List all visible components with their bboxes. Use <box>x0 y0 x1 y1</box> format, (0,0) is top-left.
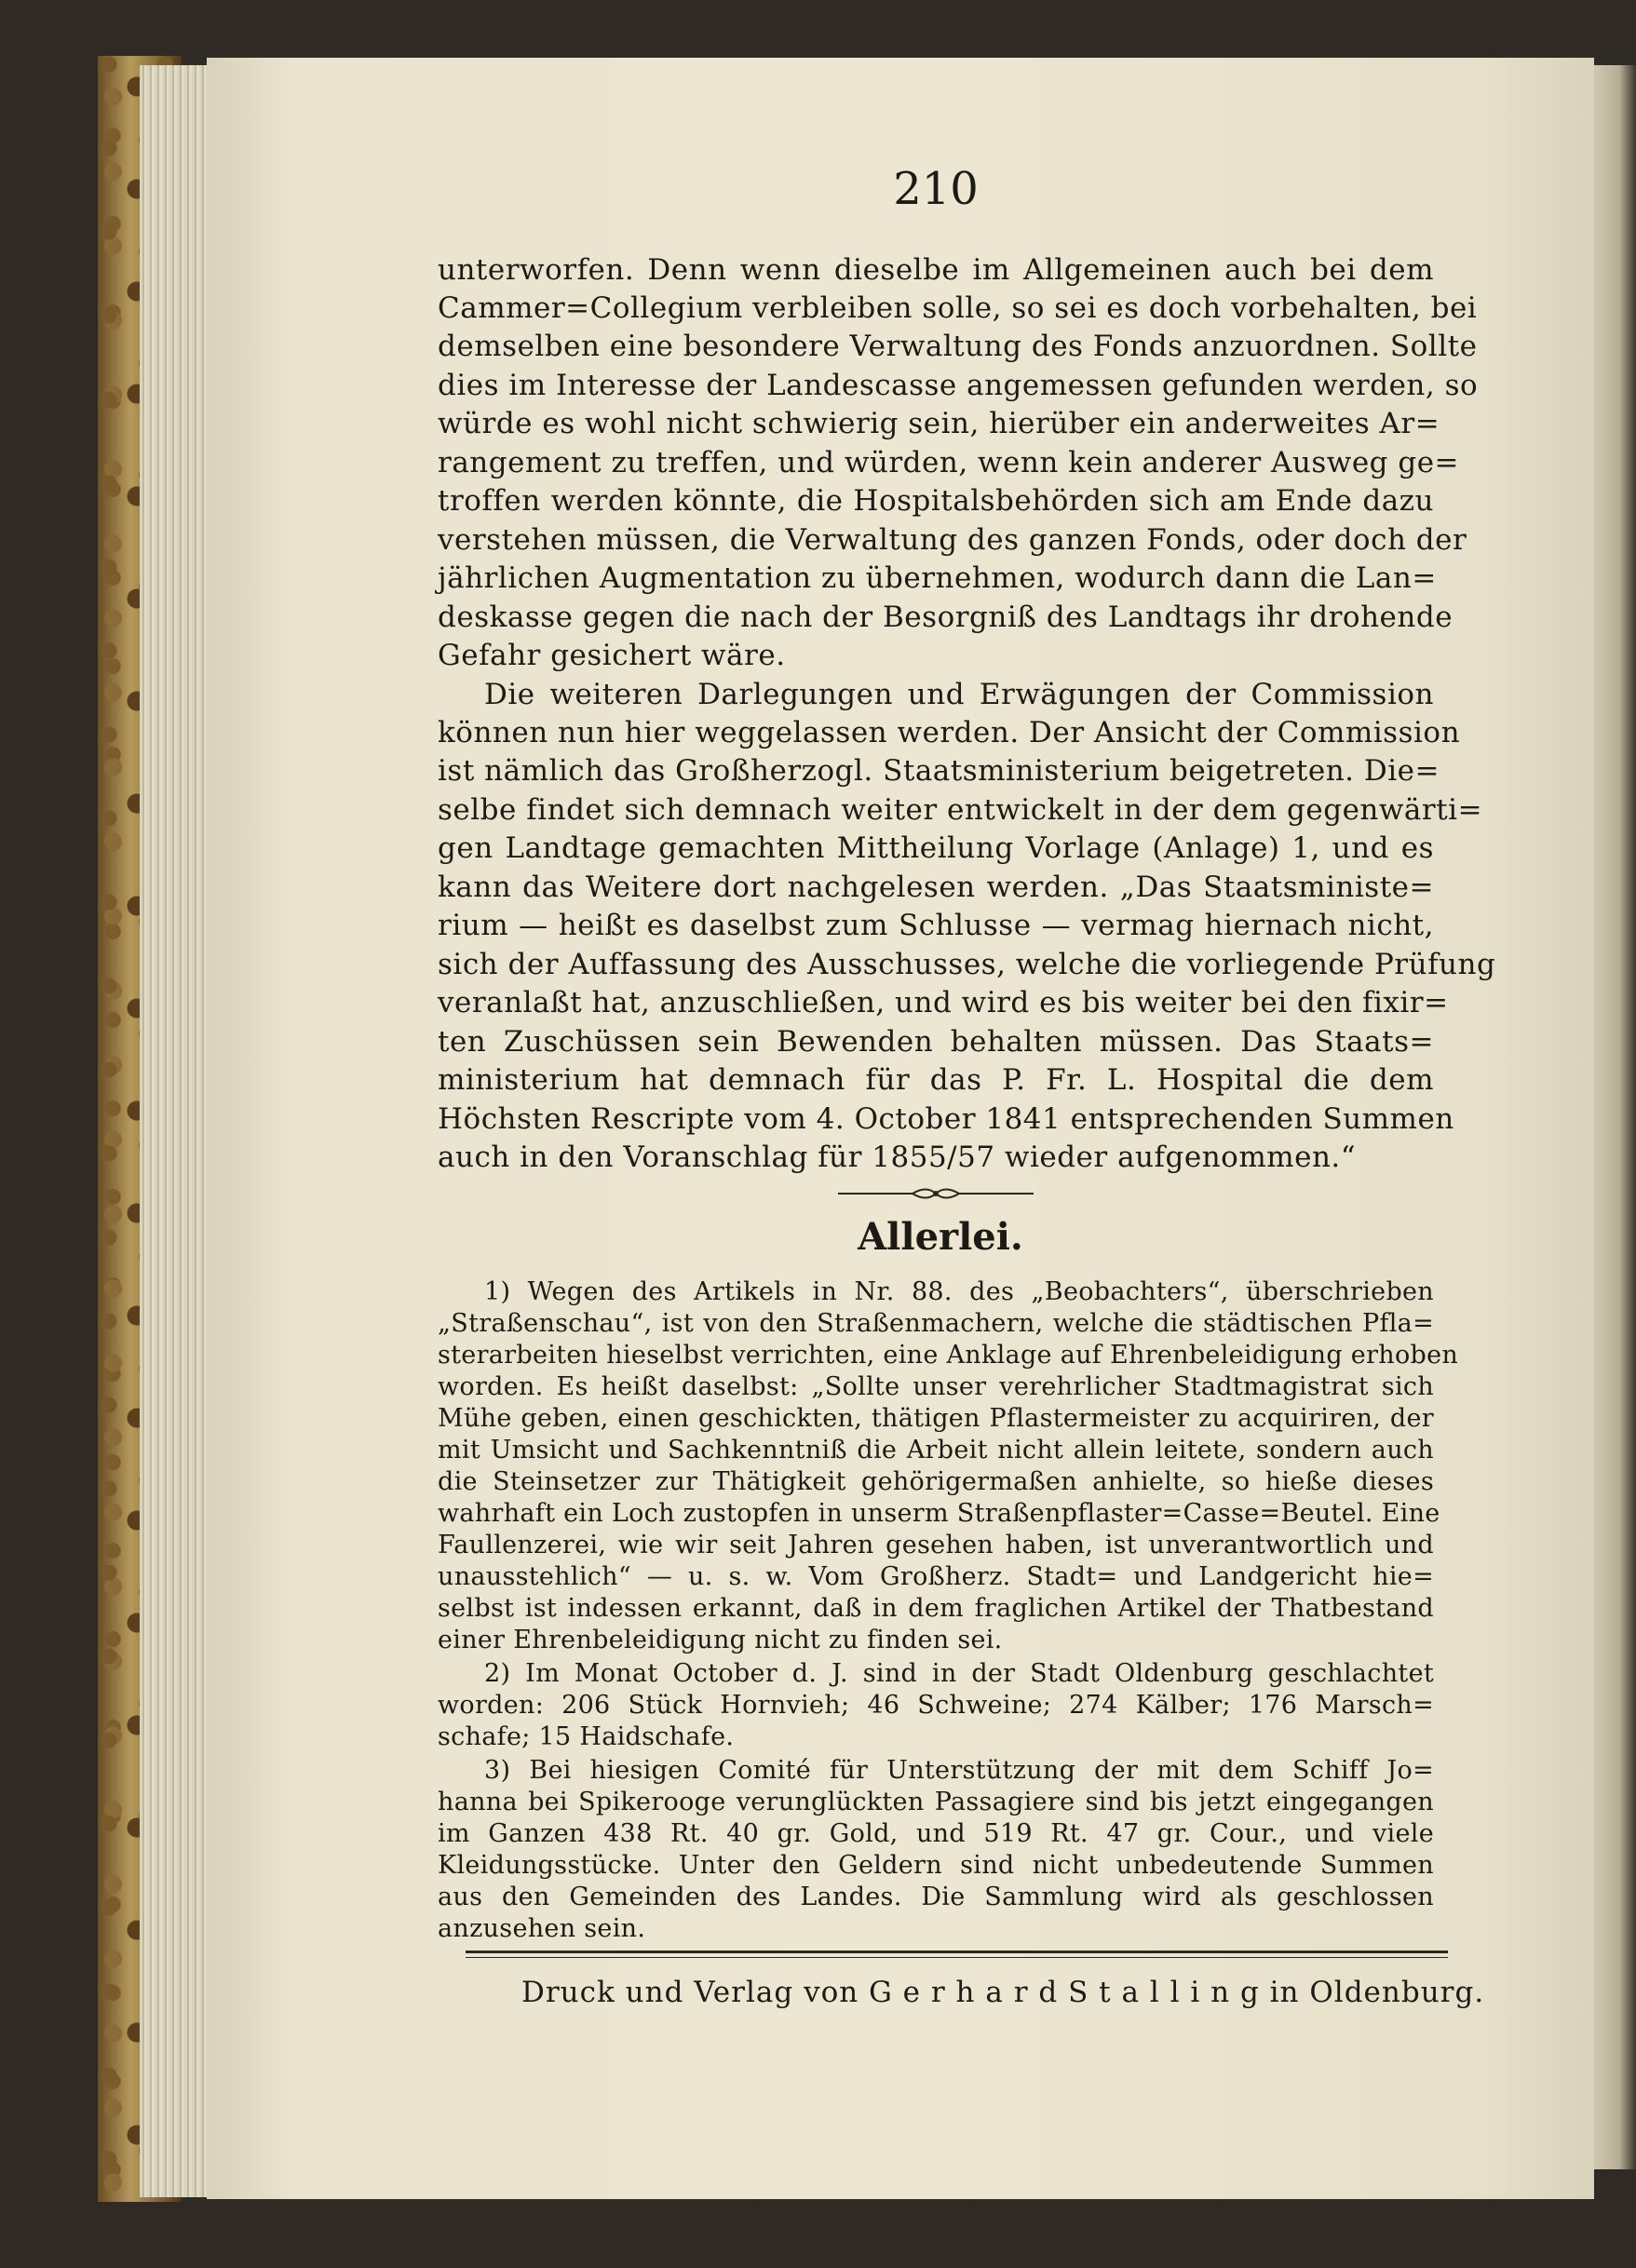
facing-page-edge <box>1594 65 1636 2169</box>
text-line: jährlichen Augmentation zu übernehmen, wodurch dann die Lan= <box>438 561 1437 595</box>
text-line: wahrhaft ein Loch zustopfen in unserm Straßenpflaster=Casse=Beutel. Eine <box>438 1499 1440 1528</box>
double-rule <box>466 1951 1448 1958</box>
text-line: die Steinsetzer zur Thätigkeit gehörigermaßen anhielte, so hieße dieses <box>438 1467 1434 1496</box>
text-line: anzusehen sein. <box>438 1914 646 1943</box>
text-line: Kleidungsstücke. Unter den Geldern sind nicht unbedeutende Summen <box>438 1851 1434 1880</box>
text-line: veranlaßt hat, anzuschließen, und wird es bis weiter bei den fixir= <box>438 986 1449 1019</box>
text-line: sterarbeiten hieselbst verrichten, eine Anklage auf Ehrenbeleidigung erhoben <box>438 1341 1459 1370</box>
text-line: schafe; 15 Haidschafe. <box>438 1722 735 1751</box>
text-line: auch in den Voranschlag für 1855/57 wieder aufgenommen.“ <box>438 1141 1357 1174</box>
text-line: unterworfen. Denn wenn dieselbe im Allgemeinen auch bei dem <box>438 253 1434 287</box>
page-number: 210 <box>893 163 979 215</box>
text-line: 2) Im Monat October d. J. sind in der Stadt Oldenburg geschlachtet <box>484 1659 1434 1688</box>
text-line: aus den Gemeinden des Landes. Die Sammlung wird als geschlossen <box>438 1883 1434 1911</box>
section-heading: Allerlei. <box>858 1215 1023 1259</box>
text-line: Mühe geben, einen geschickten, thätigen Pflastermeister zu acquiriren, der <box>438 1404 1434 1433</box>
text-line: einer Ehrenbeleidigung nicht zu finden sei. <box>438 1626 1003 1654</box>
text-line: dies im Interesse der Landescasse angemessen gefunden werden, so <box>438 369 1479 402</box>
text-line: verstehen müssen, die Verwaltung des ganzen Fonds, oder doch der <box>438 523 1467 557</box>
text-line: unausstehlich“ — u. s. w. Vom Großherz. Stadt= und Landgericht hie= <box>438 1562 1434 1591</box>
text-line: ministerium hat demnach für das P. Fr. L. Hospital die dem <box>438 1063 1434 1097</box>
text-line: würde es wohl nicht schwierig sein, hierüber ein anderweites Ar= <box>438 407 1440 440</box>
imprint-footer: Druck und Verlag von G e r h a r d S t a l l i n g in Oldenburg. <box>521 1976 1485 2009</box>
text-line: ten Zuschüssen sein Bewenden behalten müssen. Das Staats= <box>438 1025 1434 1059</box>
text-line: rangement zu treffen, und würden, wenn kein anderer Ausweg ge= <box>438 446 1460 479</box>
text-line: Höchsten Rescripte vom 4. October 1841 entsprechenden Summen <box>438 1102 1454 1136</box>
text-line: sich der Auffassung des Ausschusses, welche die vorliegende Prüfung <box>438 948 1496 981</box>
text-line: deskasse gegen die nach der Besorgniß des Landtags ihr drohende <box>438 601 1453 634</box>
text-line: worden: 206 Stück Hornvieh; 46 Schweine; 274 Kälber; 176 Marsch= <box>438 1691 1434 1720</box>
text-line: hanna bei Spikerooge verunglückten Passagiere sind bis jetzt eingegangen <box>438 1788 1434 1816</box>
page-stack-edge <box>140 65 214 2197</box>
ornament-divider <box>838 1183 1034 1204</box>
text-line: selbst ist indessen erkannt, daß in dem fraglichen Artikel der Thatbestand <box>438 1594 1434 1623</box>
text-line: troffen werden könnte, die Hospitalsbehörden sich am Ende dazu <box>438 484 1434 518</box>
text-line: „Straßenschau“, ist von den Straßenmachern, welche die städtischen Pfla= <box>438 1309 1434 1338</box>
text-line: demselben eine besondere Verwaltung des Fonds anzuordnen. Sollte <box>438 330 1478 363</box>
text-line: Faullenzerei, wie wir seit Jahren gesehen haben, ist unverantwortlich und <box>438 1531 1434 1559</box>
text-line: können nun hier weggelassen werden. Der Ansicht der Commission <box>438 716 1461 749</box>
text-line: mit Umsicht und Sachkenntniß die Arbeit nicht allein leitete, sondern auch <box>438 1436 1434 1465</box>
text-line: rium — heißt es daselbst zum Schlusse — vermag hiernach nicht, <box>438 909 1434 942</box>
text-line: Gefahr gesichert wäre. <box>438 639 786 672</box>
text-line: 3) Bei hiesigen Comité für Unterstützung der mit dem Schiff Jo= <box>484 1756 1434 1785</box>
text-line: Die weiteren Darlegungen und Erwägungen der Commission <box>484 678 1434 711</box>
text-line: kann das Weitere dort nachgelesen werden. „Das Staatsministe= <box>438 871 1434 904</box>
text-line: 1) Wegen des Artikels in Nr. 88. des „Beobachters“, überschrieben <box>484 1277 1434 1306</box>
text-line: worden. Es heißt daselbst: „Sollte unser verehrlicher Stadtmagistrat sich <box>438 1372 1434 1401</box>
text-line: gen Landtage gemachten Mittheilung Vorlage (Anlage) 1, und es <box>438 831 1434 865</box>
text-line: im Ganzen 438 Rt. 40 gr. Gold, und 519 Rt. 47 gr. Cour., und viele <box>438 1819 1434 1848</box>
text-line: selbe findet sich demnach weiter entwickelt in der dem gegenwärti= <box>438 793 1483 827</box>
text-line: ist nämlich das Großherzogl. Staatsministerium beigetreten. Die= <box>438 754 1440 788</box>
text-line: Cammer=Collegium verbleiben solle, so sei es doch vorbehalten, bei <box>438 291 1478 325</box>
